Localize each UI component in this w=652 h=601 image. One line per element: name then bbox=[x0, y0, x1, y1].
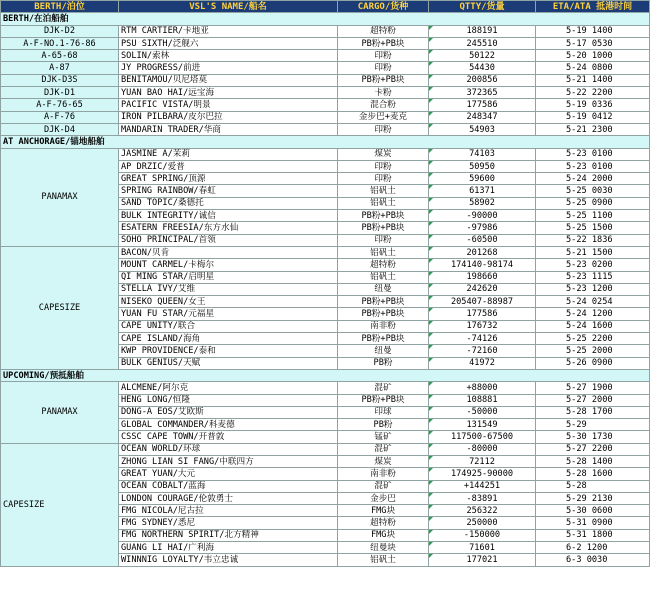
vessel-name-cell: ALCMENE/阿尔克 bbox=[119, 382, 338, 394]
vessel-class-cell: CAPESIZE bbox=[1, 246, 119, 369]
eta-cell: 5-27 1900 bbox=[536, 382, 650, 394]
quantity-cell: 41972 bbox=[429, 357, 536, 369]
header-quantity: QTTY/货量 bbox=[429, 1, 536, 13]
quantity-cell: 248347 bbox=[429, 111, 536, 123]
vessel-name-cell: KWP PROVIDENCE/泰和 bbox=[119, 345, 338, 357]
eta-cell: 5-21 1400 bbox=[536, 74, 650, 86]
vessel-name-cell: MANDARIN TRADER/华商 bbox=[119, 123, 338, 135]
section-title: BERTH/在泊船舶 bbox=[1, 13, 650, 25]
cargo-cell: PB粉+PB块 bbox=[338, 210, 429, 222]
cargo-cell: 混矿 bbox=[338, 382, 429, 394]
vessel-name-cell: SPRING RAINBOW/春虹 bbox=[119, 185, 338, 197]
cargo-cell: 超特粉 bbox=[338, 517, 429, 529]
quantity-cell: -74126 bbox=[429, 333, 536, 345]
eta-cell: 5-24 1600 bbox=[536, 320, 650, 332]
cargo-cell: 超特粉 bbox=[338, 259, 429, 271]
quantity-cell: 177586 bbox=[429, 99, 536, 111]
vessel-name-cell: FMG NORTHERN SPIRIT/北方精神 bbox=[119, 529, 338, 541]
vessel-class-cell: PANAMAX bbox=[1, 148, 119, 246]
vessel-name-cell: GREAT YUAN/大元 bbox=[119, 468, 338, 480]
eta-cell: 5-24 1200 bbox=[536, 308, 650, 320]
table-row bbox=[1, 62, 650, 74]
vessel-name-cell: BULK INTEGRITY/诚信 bbox=[119, 210, 338, 222]
vessel-name-cell: CAPE UNITY/联合 bbox=[119, 320, 338, 332]
cargo-cell: 铝矾土 bbox=[338, 185, 429, 197]
table-row bbox=[1, 246, 650, 258]
eta-cell: 5-23 0200 bbox=[536, 259, 650, 271]
eta-cell: 5-25 2000 bbox=[536, 345, 650, 357]
vessel-name-cell: RTM CARTIER/卡地亚 bbox=[119, 25, 338, 37]
eta-cell: 5-28 1400 bbox=[536, 455, 650, 467]
table-row bbox=[1, 99, 650, 111]
vessel-name-cell: SOHO PRINCIPAL/首领 bbox=[119, 234, 338, 246]
quantity-cell: 61371 bbox=[429, 185, 536, 197]
quantity-cell: 188191 bbox=[429, 25, 536, 37]
vessel-name-cell: PACIFIC VISTA/明景 bbox=[119, 99, 338, 111]
cargo-cell: 铝矾土 bbox=[338, 197, 429, 209]
vessel-name-cell: CSSC CAPE TOWN/开普敦 bbox=[119, 431, 338, 443]
eta-cell: 5-24 0254 bbox=[536, 296, 650, 308]
vessel-name-cell: OCEAN WORLD/环球 bbox=[119, 443, 338, 455]
vessel-name-cell: JY PROGRESS/前进 bbox=[119, 62, 338, 74]
eta-cell: 6-3 0030 bbox=[536, 554, 650, 566]
quantity-cell: 201268 bbox=[429, 246, 536, 258]
quantity-cell: 131549 bbox=[429, 419, 536, 431]
eta-cell: 5-28 bbox=[536, 480, 650, 492]
eta-cell: 5-17 0530 bbox=[536, 37, 650, 49]
eta-cell: 5-29 bbox=[536, 419, 650, 431]
eta-cell: 5-31 0900 bbox=[536, 517, 650, 529]
berth-cell: A-65-68 bbox=[1, 50, 119, 62]
cargo-cell: 印球 bbox=[338, 406, 429, 418]
vessel-name-cell: GREAT SPRING/顶源 bbox=[119, 173, 338, 185]
cargo-cell: 混矿 bbox=[338, 480, 429, 492]
quantity-cell: 198660 bbox=[429, 271, 536, 283]
eta-cell: 5-29 2130 bbox=[536, 492, 650, 504]
eta-cell: 5-22 2200 bbox=[536, 87, 650, 99]
cargo-cell: FMG块 bbox=[338, 529, 429, 541]
eta-cell: 5-30 0600 bbox=[536, 505, 650, 517]
header-berth: BERTH/泊位 bbox=[1, 1, 119, 13]
eta-cell: 5-25 1100 bbox=[536, 210, 650, 222]
cargo-cell: PB粉+PB块 bbox=[338, 74, 429, 86]
vessel-name-cell: OCEAN COBALT/蓝海 bbox=[119, 480, 338, 492]
upcoming-section-row bbox=[1, 369, 650, 381]
eta-cell: 5-20 1000 bbox=[536, 50, 650, 62]
vessel-name-cell: WINNNIG LOYALTY/韦立忠诚 bbox=[119, 554, 338, 566]
quantity-cell: 250000 bbox=[429, 517, 536, 529]
cargo-cell: 煤炭 bbox=[338, 455, 429, 467]
quantity-cell: 54430 bbox=[429, 62, 536, 74]
cargo-cell: PB粉+PB块 bbox=[338, 296, 429, 308]
cargo-cell: 印粉 bbox=[338, 50, 429, 62]
cargo-cell: 铝矾土 bbox=[338, 554, 429, 566]
eta-cell: 5-21 2300 bbox=[536, 123, 650, 135]
eta-cell: 5-28 1600 bbox=[536, 468, 650, 480]
table-row bbox=[1, 74, 650, 86]
eta-cell: 5-24 0800 bbox=[536, 62, 650, 74]
vessel-name-cell: PSU SIXTH/泛舰六 bbox=[119, 37, 338, 49]
vessel-name-cell: IRON PILBARA/皮尔巴拉 bbox=[119, 111, 338, 123]
quantity-cell: -83891 bbox=[429, 492, 536, 504]
cargo-cell: 印粉 bbox=[338, 173, 429, 185]
vessel-name-cell: MOUNT CARMEL/卡梅尔 bbox=[119, 259, 338, 271]
quantity-cell: -72160 bbox=[429, 345, 536, 357]
header-cargo: CARGO/货种 bbox=[338, 1, 429, 13]
section-title: UPCOMING/预抵船舶 bbox=[1, 369, 650, 381]
table-body bbox=[1, 13, 650, 566]
vessel-name-cell: ZHONG LIAN SI FANG/中联四方 bbox=[119, 455, 338, 467]
table-row bbox=[1, 50, 650, 62]
quantity-cell: +144251 bbox=[429, 480, 536, 492]
quantity-cell: 74103 bbox=[429, 148, 536, 160]
cargo-cell: 混矿 bbox=[338, 443, 429, 455]
vessel-name-cell: YUAN BAO HAI/远宝海 bbox=[119, 87, 338, 99]
quantity-cell: -80000 bbox=[429, 443, 536, 455]
quantity-cell: 372365 bbox=[429, 87, 536, 99]
cargo-cell: PB粉 bbox=[338, 419, 429, 431]
cargo-cell: 金步巴+麦克 bbox=[338, 111, 429, 123]
vessel-name-cell: AP DRZIC/爱普 bbox=[119, 160, 338, 172]
table-row bbox=[1, 148, 650, 160]
berth-cell: A-F-76-65 bbox=[1, 99, 119, 111]
header-row bbox=[1, 1, 650, 13]
eta-cell: 5-25 2200 bbox=[536, 333, 650, 345]
cargo-cell: 印粉 bbox=[338, 123, 429, 135]
berth-cell: A-F-76 bbox=[1, 111, 119, 123]
quantity-cell: 174140-98174 bbox=[429, 259, 536, 271]
quantity-cell: 256322 bbox=[429, 505, 536, 517]
vessel-name-cell: NISEKO QUEEN/女王 bbox=[119, 296, 338, 308]
berth-cell: DJK-D4 bbox=[1, 123, 119, 135]
berth-cell: DJK-D2 bbox=[1, 25, 119, 37]
vessel-name-cell: GLOBAL COMMANDER/科麦德 bbox=[119, 419, 338, 431]
vessel-name-cell: QI MING STAR/启明星 bbox=[119, 271, 338, 283]
quantity-cell: -150000 bbox=[429, 529, 536, 541]
eta-cell: 5-22 1836 bbox=[536, 234, 650, 246]
cargo-cell: FMG块 bbox=[338, 505, 429, 517]
eta-cell: 5-23 1115 bbox=[536, 271, 650, 283]
vessel-name-cell: DONG-A EOS/艾欧斯 bbox=[119, 406, 338, 418]
berth-cell: A-F-NO.1-76-86 bbox=[1, 37, 119, 49]
quantity-cell: 174925-90000 bbox=[429, 468, 536, 480]
quantity-cell: 50950 bbox=[429, 160, 536, 172]
table-row bbox=[1, 443, 650, 455]
section-title: AT ANCHORAGE/锚地船舶 bbox=[1, 136, 650, 148]
vessel-name-cell: SOLIN/索林 bbox=[119, 50, 338, 62]
eta-cell: 5-27 2200 bbox=[536, 443, 650, 455]
berth-cell: DJK-D1 bbox=[1, 87, 119, 99]
eta-cell: 5-31 1800 bbox=[536, 529, 650, 541]
cargo-cell: 铝矾土 bbox=[338, 246, 429, 258]
cargo-cell: 金步巴 bbox=[338, 492, 429, 504]
vessel-name-cell: HENG LONG/恒隆 bbox=[119, 394, 338, 406]
quantity-cell: 205407-88987 bbox=[429, 296, 536, 308]
eta-cell: 5-25 0030 bbox=[536, 185, 650, 197]
cargo-cell: 南非粉 bbox=[338, 468, 429, 480]
cargo-cell: PB粉 bbox=[338, 357, 429, 369]
table-row bbox=[1, 87, 650, 99]
vessel-name-cell: SAND TOPIC/桑德托 bbox=[119, 197, 338, 209]
quantity-cell: -50000 bbox=[429, 406, 536, 418]
cargo-cell: PB粉+PB块 bbox=[338, 394, 429, 406]
vessel-name-cell: BENITAMOU/贝尼塔莫 bbox=[119, 74, 338, 86]
table-row bbox=[1, 25, 650, 37]
quantity-cell: 117500-67500 bbox=[429, 431, 536, 443]
vessel-class-cell: PANAMAX bbox=[1, 382, 119, 443]
quantity-cell: 200856 bbox=[429, 74, 536, 86]
cargo-cell: 锰矿 bbox=[338, 431, 429, 443]
cargo-cell: 印粉 bbox=[338, 62, 429, 74]
eta-cell: 5-25 0900 bbox=[536, 197, 650, 209]
vessel-name-cell: LONDON COURAGE/伦敦勇士 bbox=[119, 492, 338, 504]
quantity-cell: 50122 bbox=[429, 50, 536, 62]
eta-cell: 5-28 1700 bbox=[536, 406, 650, 418]
header-eta: ETA/ATA 抵港时间 bbox=[536, 1, 650, 13]
cargo-cell: 纽曼 bbox=[338, 283, 429, 295]
eta-cell: 5-23 0100 bbox=[536, 160, 650, 172]
table-row bbox=[1, 37, 650, 49]
cargo-cell: 煤炭 bbox=[338, 148, 429, 160]
quantity-cell: 59600 bbox=[429, 173, 536, 185]
berth-cell: A-87 bbox=[1, 62, 119, 74]
quantity-cell: 177021 bbox=[429, 554, 536, 566]
vessel-name-cell: BACON/贝肯 bbox=[119, 246, 338, 258]
quantity-cell: 54903 bbox=[429, 123, 536, 135]
eta-cell: 5-24 2000 bbox=[536, 173, 650, 185]
berth-cell: DJK-D3S bbox=[1, 74, 119, 86]
vessel-name-cell: CAPE ISLAND/海角 bbox=[119, 333, 338, 345]
cargo-cell: 超特粉 bbox=[338, 25, 429, 37]
quantity-cell: 245510 bbox=[429, 37, 536, 49]
eta-cell: 5-23 1200 bbox=[536, 283, 650, 295]
eta-cell: 5-19 1400 bbox=[536, 25, 650, 37]
eta-cell: 5-19 0412 bbox=[536, 111, 650, 123]
cargo-cell: 卡粉 bbox=[338, 87, 429, 99]
quantity-cell: 58902 bbox=[429, 197, 536, 209]
cargo-cell: PB粉+PB块 bbox=[338, 37, 429, 49]
cargo-cell: 铝矾土 bbox=[338, 271, 429, 283]
vessel-name-cell: JASMINE A/茉莉 bbox=[119, 148, 338, 160]
quantity-cell: 71601 bbox=[429, 542, 536, 554]
quantity-cell: 108881 bbox=[429, 394, 536, 406]
vessel-class-cell: CAPESIZE bbox=[1, 443, 119, 566]
quantity-cell: -60500 bbox=[429, 234, 536, 246]
quantity-cell: 242620 bbox=[429, 283, 536, 295]
quantity-cell: +88000 bbox=[429, 382, 536, 394]
vessel-name-cell: ESATERN FREESIA/东方水仙 bbox=[119, 222, 338, 234]
cargo-cell: 纽曼 bbox=[338, 345, 429, 357]
vessel-name-cell: FMG SYDNEY/悉尼 bbox=[119, 517, 338, 529]
eta-cell: 5-26 0900 bbox=[536, 357, 650, 369]
vessel-name-cell: YUAN FU STAR/元福星 bbox=[119, 308, 338, 320]
eta-cell: 5-27 2000 bbox=[536, 394, 650, 406]
quantity-cell: 176732 bbox=[429, 320, 536, 332]
cargo-cell: 纽曼块 bbox=[338, 542, 429, 554]
eta-cell: 5-19 0336 bbox=[536, 99, 650, 111]
table-row bbox=[1, 382, 650, 394]
quantity-cell: 72112 bbox=[429, 455, 536, 467]
eta-cell: 5-25 1500 bbox=[536, 222, 650, 234]
header-vessel-name: VSL'S NAME/船名 bbox=[119, 1, 338, 13]
vessel-name-cell: STELLA IVY/艾维 bbox=[119, 283, 338, 295]
vessel-name-cell: GUANG LI HAI/广利海 bbox=[119, 542, 338, 554]
quantity-cell: -97986 bbox=[429, 222, 536, 234]
cargo-cell: 南非粉 bbox=[338, 320, 429, 332]
vessel-name-cell: BULK GENIUS/天赋 bbox=[119, 357, 338, 369]
eta-cell: 5-30 1730 bbox=[536, 431, 650, 443]
eta-cell: 5-21 1500 bbox=[536, 246, 650, 258]
cargo-cell: 混合粉 bbox=[338, 99, 429, 111]
table-row bbox=[1, 111, 650, 123]
vessel-name-cell: FMG NICOLA/尼古拉 bbox=[119, 505, 338, 517]
cargo-cell: PB粉+PB块 bbox=[338, 333, 429, 345]
berth-section-row bbox=[1, 13, 650, 25]
eta-cell: 5-23 0100 bbox=[536, 148, 650, 160]
quantity-cell: 177586 bbox=[429, 308, 536, 320]
quantity-cell: -90000 bbox=[429, 210, 536, 222]
table-row bbox=[1, 123, 650, 135]
anchorage-section-row bbox=[1, 136, 650, 148]
cargo-cell: 印粉 bbox=[338, 160, 429, 172]
eta-cell: 6-2 1200 bbox=[536, 542, 650, 554]
cargo-cell: PB粉+PB块 bbox=[338, 222, 429, 234]
cargo-cell: 印粉 bbox=[338, 234, 429, 246]
cargo-cell: PB粉+PB块 bbox=[338, 308, 429, 320]
